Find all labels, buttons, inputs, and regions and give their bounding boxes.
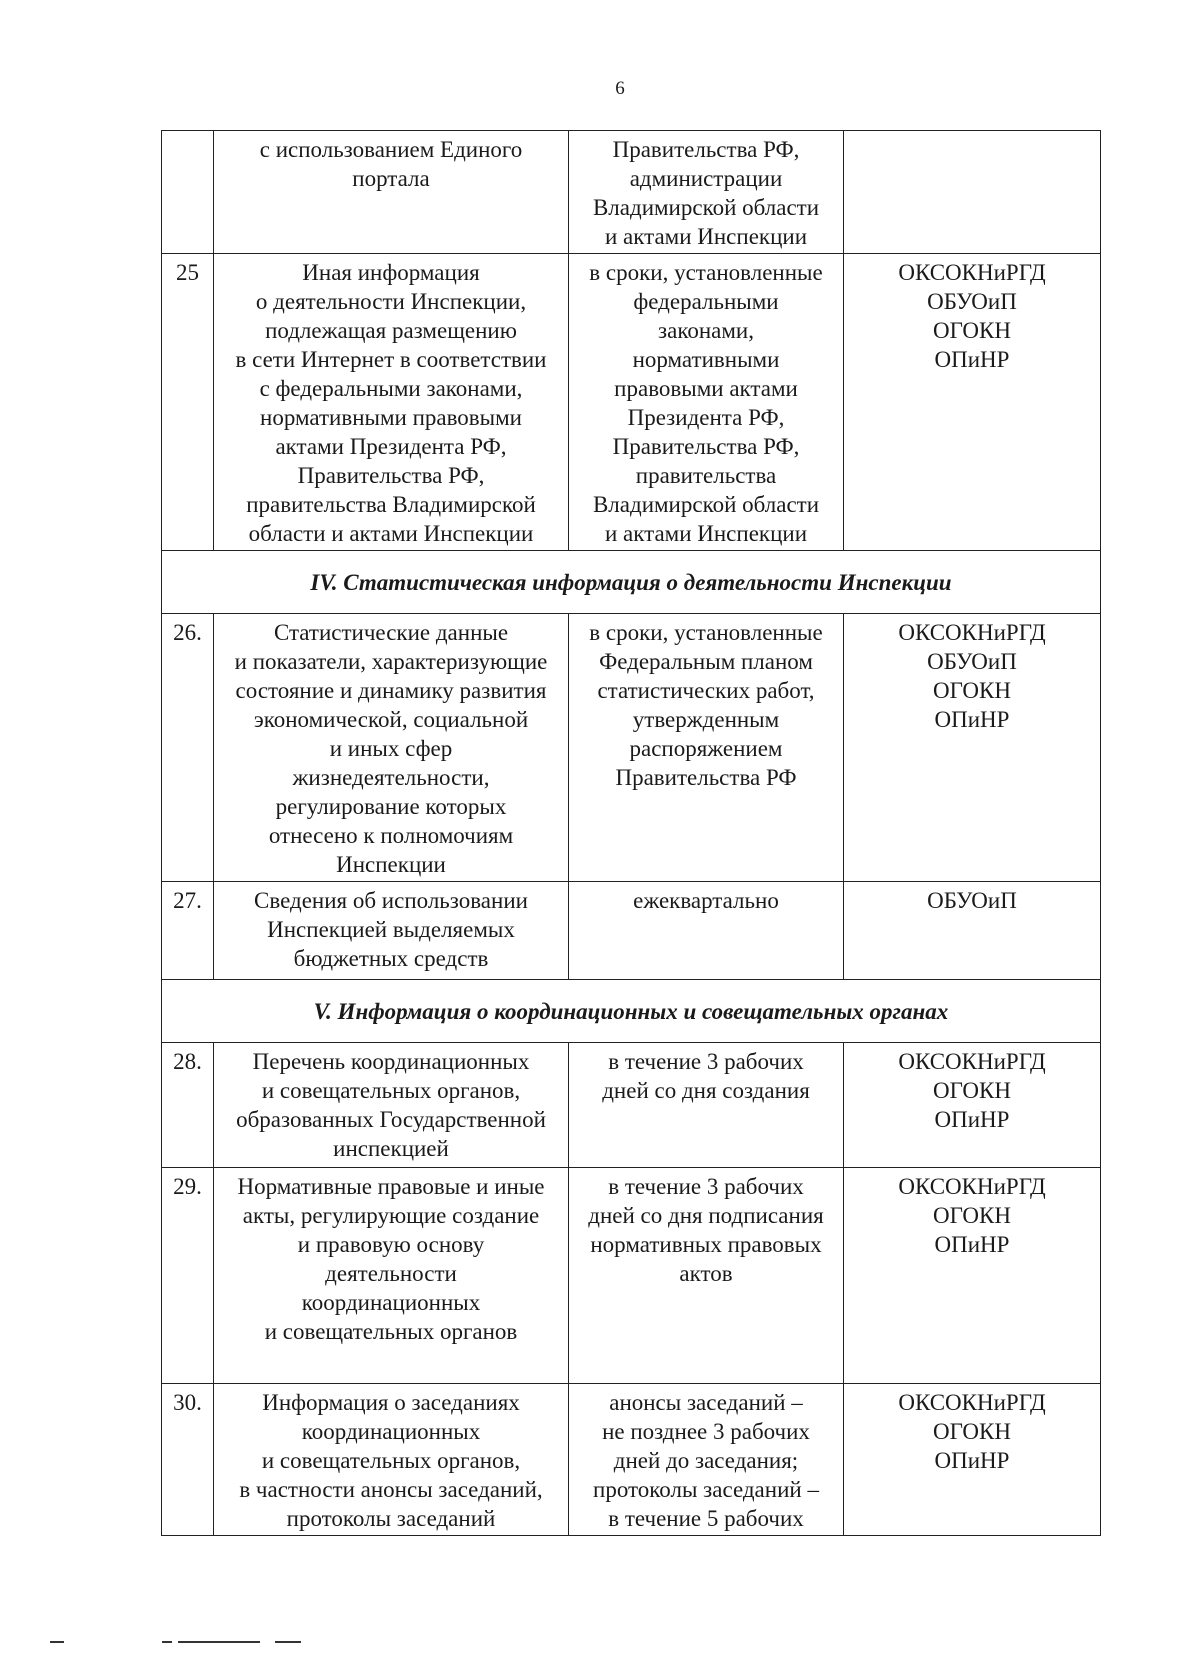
responsible: ОБУОиП: [844, 882, 1101, 980]
deadline: в течение 3 рабочих дней со дня подписания нормативных правовых актов: [569, 1168, 844, 1384]
row-number: 29.: [162, 1168, 214, 1384]
deadline: в сроки, установленные федеральными законами, нормативными правовыми актами Президента РФ, Правительства РФ, правительства Владимирской области и актами Инспекции: [569, 254, 844, 551]
section-row: [162, 551, 1101, 614]
responsible: ОКСОКНиРГД ОГОКН ОПиНР: [844, 1168, 1101, 1384]
deadline: анонсы заседаний – не позднее 3 рабочих дней до заседания; протоколы заседаний – в течение 5 рабочих: [569, 1384, 844, 1536]
page-number: 6: [615, 78, 625, 99]
responsible: ОКСОКНиРГД ОГОКН ОПиНР: [844, 1043, 1101, 1168]
responsible: ОКСОКНиРГД ОБУОиП ОГОКН ОПиНР: [844, 614, 1101, 882]
row-number: 28.: [162, 1043, 214, 1168]
table-body: [162, 131, 1101, 1536]
row-number: 25: [162, 254, 214, 551]
scan-mark: [275, 1641, 301, 1643]
table-row: [162, 131, 1101, 254]
table-row: [162, 1043, 1101, 1168]
info-name: Сведения об использовании Инспекцией выделяемых бюджетных средств: [214, 882, 569, 980]
section-row: [162, 980, 1101, 1043]
info-name: Статистические данные и показатели, характеризующие состояние и динамику развития экономической, социальной и иных сфер жизнедеятельности, регулирование которых отнесено к полномочиям Инспекции: [214, 614, 569, 882]
info-table: [161, 130, 1101, 1536]
info-name: с использованием Единого портала: [214, 131, 569, 254]
row-number: [162, 131, 214, 254]
info-name: Иная информация о деятельности Инспекции, подлежащая размещению в сети Интернет в соответствии с федеральными законами, нормативными правовыми актами Президента РФ, Правительства РФ, правительства Владимирской области и актами Инспекции: [214, 254, 569, 551]
responsible: [844, 131, 1101, 254]
section-title: IV. Статистическая информация о деятельности Инспекции: [162, 551, 1101, 614]
deadline: в сроки, установленные Федеральным планом статистических работ, утвержденным распоряжением Правительства РФ: [569, 614, 844, 882]
scan-marks: [50, 1641, 450, 1647]
row-number: 27.: [162, 882, 214, 980]
table-row: [162, 1384, 1101, 1536]
deadline: ежеквартально: [569, 882, 844, 980]
section-title: V. Информация о координационных и совещательных органах: [162, 980, 1101, 1043]
table-row: [162, 882, 1101, 980]
info-name: Нормативные правовые и иные акты, регулирующие создание и правовую основу деятельности координационных и совещательных органов: [214, 1168, 569, 1384]
scan-mark: [50, 1641, 64, 1643]
row-number: 26.: [162, 614, 214, 882]
scan-mark: [178, 1641, 260, 1643]
table-row: [162, 614, 1101, 882]
table-row: [162, 254, 1101, 551]
info-name: Информация о заседаниях координационных и совещательных органов, в частности анонсы заседаний, протоколы заседаний: [214, 1384, 569, 1536]
deadline: в течение 3 рабочих дней со дня создания: [569, 1043, 844, 1168]
responsible: ОКСОКНиРГД ОГОКН ОПиНР: [844, 1384, 1101, 1536]
row-number: 30.: [162, 1384, 214, 1536]
deadline: Правительства РФ, администрации Владимирской области и актами Инспекции: [569, 131, 844, 254]
scan-mark: [162, 1641, 172, 1643]
table-row: [162, 1168, 1101, 1384]
info-name: Перечень координационных и совещательных органов, образованных Государственной инспекцией: [214, 1043, 569, 1168]
responsible: ОКСОКНиРГД ОБУОиП ОГОКН ОПиНР: [844, 254, 1101, 551]
